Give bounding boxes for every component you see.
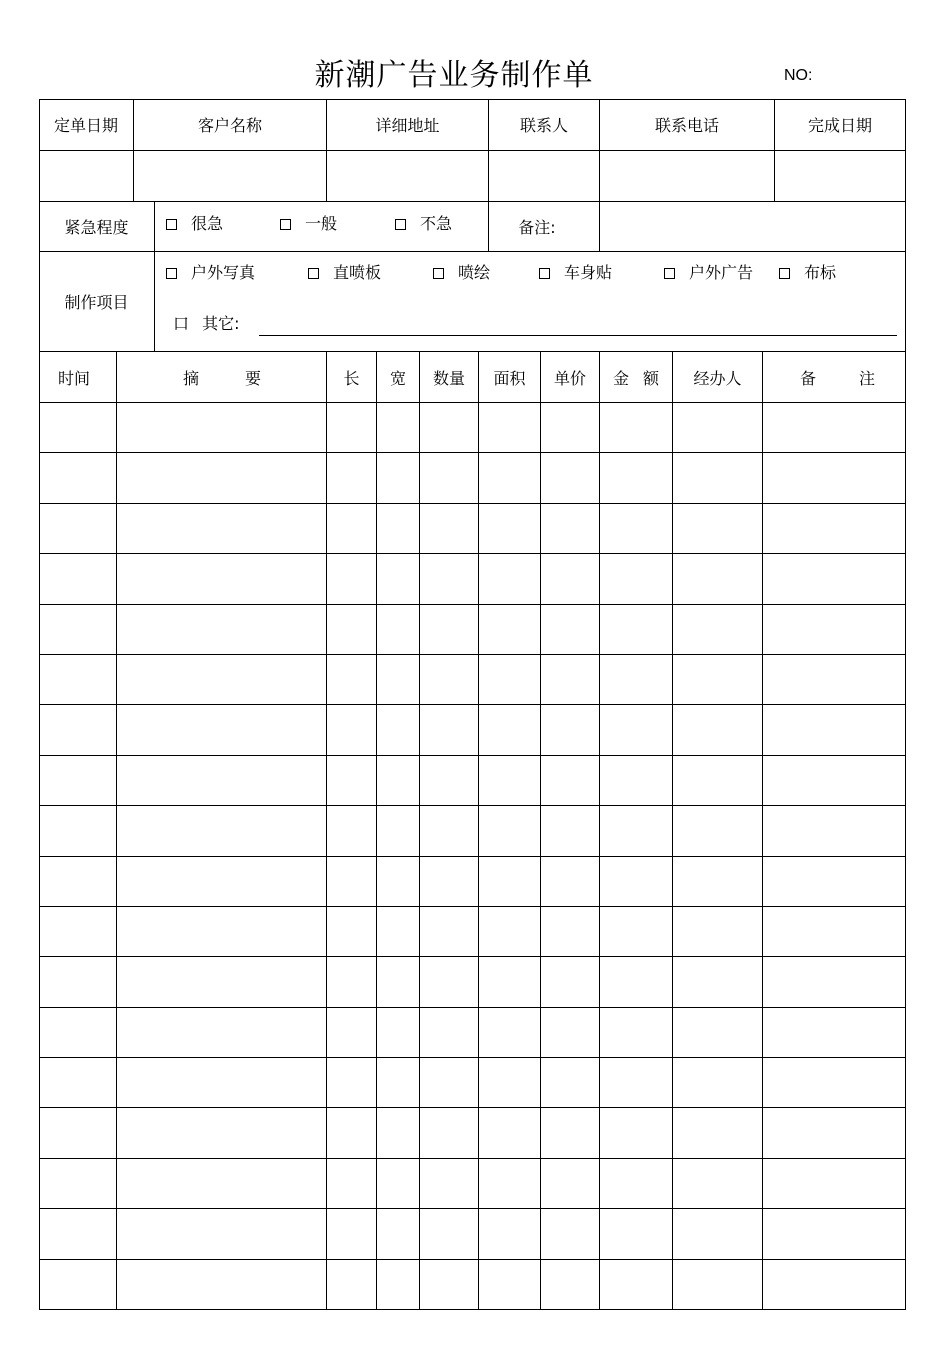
table-cell[interactable]: [40, 1058, 116, 1107]
table-cell[interactable]: [117, 1159, 326, 1208]
table-cell[interactable]: [40, 1260, 116, 1309]
table-cell[interactable]: [673, 1108, 762, 1158]
table-cell[interactable]: [541, 504, 599, 553]
table-cell[interactable]: [420, 403, 478, 452]
table-cell[interactable]: [673, 1008, 762, 1057]
table-cell[interactable]: [420, 1209, 478, 1259]
table-cell[interactable]: [479, 554, 540, 604]
table-cell[interactable]: [117, 957, 326, 1007]
table-cell[interactable]: [377, 605, 419, 654]
table-cell[interactable]: [377, 907, 419, 956]
table-cell[interactable]: [479, 605, 540, 654]
table-cell[interactable]: [479, 1108, 540, 1158]
table-cell[interactable]: [479, 1159, 540, 1208]
table-cell[interactable]: [327, 1108, 376, 1158]
table-cell[interactable]: [479, 1260, 540, 1309]
table-cell[interactable]: [600, 1260, 672, 1309]
table-cell[interactable]: [600, 453, 672, 503]
table-cell[interactable]: [763, 1108, 905, 1158]
table-cell[interactable]: [673, 1159, 762, 1208]
table-cell[interactable]: [600, 957, 672, 1007]
other-underline: [259, 335, 897, 336]
table-cell[interactable]: [327, 957, 376, 1007]
address-field[interactable]: [327, 151, 488, 201]
table-cell[interactable]: [420, 504, 478, 553]
table-cell[interactable]: [117, 1260, 326, 1309]
checkbox-icon[interactable]: [280, 219, 291, 230]
table-cell[interactable]: [377, 1159, 419, 1208]
table-cell[interactable]: [479, 1209, 540, 1259]
table-cell[interactable]: [673, 857, 762, 906]
contact-person-field[interactable]: [489, 151, 599, 201]
table-cell[interactable]: [763, 957, 905, 1007]
table-cell[interactable]: [377, 403, 419, 452]
table-cell[interactable]: [327, 504, 376, 553]
table-cell[interactable]: [40, 1108, 116, 1158]
table-cell[interactable]: [40, 453, 116, 503]
table-cell[interactable]: [673, 806, 762, 856]
table-cell[interactable]: [600, 907, 672, 956]
table-cell[interactable]: [673, 655, 762, 704]
table-cell[interactable]: [600, 1159, 672, 1208]
header-time: 时间: [57, 368, 90, 388]
table-cell[interactable]: [763, 403, 905, 452]
table-cell[interactable]: [117, 1108, 326, 1158]
table-cell[interactable]: [117, 403, 326, 452]
checkbox-icon[interactable]: [395, 219, 406, 230]
table-cell[interactable]: [763, 605, 905, 654]
table-cell[interactable]: [541, 655, 599, 704]
table-cell[interactable]: [377, 1108, 419, 1158]
production-item-outdoor-photo[interactable]: 户外写真: [166, 263, 255, 283]
header-area: 面积: [493, 368, 526, 388]
table-cell[interactable]: [479, 957, 540, 1007]
table-cell[interactable]: [117, 1209, 326, 1259]
table-cell[interactable]: [763, 806, 905, 856]
table-cell[interactable]: [673, 705, 762, 755]
table-cell[interactable]: [40, 655, 116, 704]
table-cell[interactable]: [600, 857, 672, 906]
table-cell[interactable]: [117, 655, 326, 704]
header-address: 详细地址: [375, 116, 440, 135]
table-cell[interactable]: [763, 554, 905, 604]
table-cell[interactable]: [673, 1209, 762, 1259]
table-cell[interactable]: [479, 403, 540, 452]
table-cell[interactable]: [541, 756, 599, 805]
table-cell[interactable]: [541, 605, 599, 654]
table-cell[interactable]: [479, 655, 540, 704]
header-contact-phone: 联系电话: [654, 116, 719, 135]
table-cell[interactable]: [420, 1260, 478, 1309]
table-cell[interactable]: [327, 806, 376, 856]
table-cell[interactable]: [600, 655, 672, 704]
table-cell[interactable]: [117, 453, 326, 503]
table-cell[interactable]: [541, 1108, 599, 1158]
order-date-field[interactable]: [39, 151, 133, 201]
table-cell[interactable]: [377, 554, 419, 604]
table-cell[interactable]: [117, 1008, 326, 1057]
table-cell[interactable]: [377, 655, 419, 704]
table-cell[interactable]: [541, 1260, 599, 1309]
table-cell[interactable]: [763, 1058, 905, 1107]
table-cell[interactable]: [420, 605, 478, 654]
table-cell[interactable]: [377, 806, 419, 856]
table-cell[interactable]: [377, 957, 419, 1007]
table-cell[interactable]: [40, 756, 116, 805]
table-cell[interactable]: [117, 907, 326, 956]
table-cell[interactable]: [40, 806, 116, 856]
table-cell[interactable]: [377, 453, 419, 503]
table-cell[interactable]: [420, 907, 478, 956]
table-cell[interactable]: [763, 857, 905, 906]
other-label: 其它:: [202, 314, 240, 333]
urgency-option-very-urgent[interactable]: 很急: [166, 214, 223, 234]
table-cell[interactable]: [327, 554, 376, 604]
order-form: [39, 99, 906, 1310]
completion-date-field[interactable]: [775, 151, 905, 201]
production-label: 制作项目: [64, 293, 129, 312]
table-cell[interactable]: [117, 605, 326, 654]
table-cell[interactable]: [117, 756, 326, 805]
table-cell[interactable]: [327, 1209, 376, 1259]
table-cell[interactable]: [673, 453, 762, 503]
remarks-field[interactable]: [600, 202, 905, 251]
table-cell[interactable]: [479, 806, 540, 856]
table-cell[interactable]: [600, 504, 672, 553]
table-cell[interactable]: [600, 1058, 672, 1107]
checkbox-icon[interactable]: [433, 268, 444, 279]
table-cell[interactable]: [541, 403, 599, 452]
table-cell[interactable]: [327, 655, 376, 704]
header-summary: 摘 要: [183, 368, 261, 388]
table-cell[interactable]: [541, 1159, 599, 1208]
table-cell[interactable]: [763, 655, 905, 704]
checkbox-icon[interactable]: [166, 219, 177, 230]
table-cell[interactable]: [40, 1159, 116, 1208]
table-cell[interactable]: [40, 403, 116, 452]
table-cell[interactable]: [541, 705, 599, 755]
table-cell[interactable]: [40, 907, 116, 956]
table-cell[interactable]: [600, 554, 672, 604]
table-cell[interactable]: [327, 756, 376, 805]
table-cell[interactable]: [327, 1159, 376, 1208]
other-checkbox-glyph[interactable]: 口: [173, 314, 190, 333]
remarks-label: 备注:: [518, 218, 556, 237]
checkbox-icon[interactable]: [664, 268, 675, 279]
table-cell[interactable]: [420, 1058, 478, 1107]
table-cell[interactable]: [479, 504, 540, 553]
table-cell[interactable]: [327, 1260, 376, 1309]
table-cell[interactable]: [40, 957, 116, 1007]
table-cell[interactable]: [117, 806, 326, 856]
header-order-date: 定单日期: [53, 116, 118, 135]
header-customer-name: 客户名称: [197, 116, 262, 135]
table-cell[interactable]: [763, 756, 905, 805]
table-cell[interactable]: [541, 857, 599, 906]
table-cell[interactable]: [673, 504, 762, 553]
table-cell[interactable]: [763, 1159, 905, 1208]
table-cell[interactable]: [763, 705, 905, 755]
header-quantity: 数量: [432, 368, 465, 388]
table-cell[interactable]: [673, 1058, 762, 1107]
table-cell[interactable]: [377, 756, 419, 805]
production-other[interactable]: [173, 314, 240, 334]
checkbox-icon[interactable]: [539, 268, 550, 279]
order-number-label: NO:: [784, 67, 813, 84]
table-cell[interactable]: [420, 1108, 478, 1158]
table-cell[interactable]: [420, 806, 478, 856]
table-cell[interactable]: [377, 1008, 419, 1057]
table-cell[interactable]: [763, 1008, 905, 1057]
table-cell[interactable]: [40, 705, 116, 755]
table-cell[interactable]: [541, 806, 599, 856]
table-cell[interactable]: [377, 1058, 419, 1107]
table-cell[interactable]: [377, 1209, 419, 1259]
table-cell[interactable]: [327, 403, 376, 452]
table-cell[interactable]: [479, 1008, 540, 1057]
table-cell[interactable]: [40, 504, 116, 553]
table-cell[interactable]: [673, 605, 762, 654]
contact-phone-field[interactable]: [600, 151, 774, 201]
table-cell[interactable]: [673, 1260, 762, 1309]
table-cell[interactable]: [479, 705, 540, 755]
table-cell[interactable]: [40, 1209, 116, 1259]
checkbox-icon[interactable]: [308, 268, 319, 279]
table-cell[interactable]: [420, 1159, 478, 1208]
table-cell[interactable]: [673, 756, 762, 805]
customer-name-field[interactable]: [134, 151, 326, 201]
table-cell[interactable]: [420, 1008, 478, 1057]
table-cell[interactable]: [541, 957, 599, 1007]
table-cell[interactable]: [327, 605, 376, 654]
table-cell[interactable]: [541, 1209, 599, 1259]
table-cell[interactable]: [40, 1008, 116, 1057]
table-cell[interactable]: [673, 907, 762, 956]
table-cell[interactable]: [420, 705, 478, 755]
table-cell[interactable]: [763, 1209, 905, 1259]
table-cell[interactable]: [327, 1058, 376, 1107]
table-cell[interactable]: [377, 705, 419, 755]
header-width: 宽: [389, 368, 406, 388]
header-amount: 金 额: [613, 368, 659, 388]
table-cell[interactable]: [117, 554, 326, 604]
table-cell[interactable]: [479, 907, 540, 956]
production-item-direct-print-board[interactable]: 直喷板: [308, 263, 381, 283]
table-cell[interactable]: [600, 1108, 672, 1158]
table-cell[interactable]: [541, 554, 599, 604]
table-cell[interactable]: [420, 453, 478, 503]
table-cell[interactable]: [40, 554, 116, 604]
table-cell[interactable]: [377, 1260, 419, 1309]
production-item-banner[interactable]: 布标: [779, 263, 836, 283]
table-cell[interactable]: [600, 806, 672, 856]
urgency-label: 紧急程度: [64, 218, 129, 237]
production-item-vehicle-wrap[interactable]: 车身贴: [539, 263, 612, 283]
table-cell[interactable]: [40, 605, 116, 654]
table-cell[interactable]: [673, 957, 762, 1007]
table-cell[interactable]: [117, 504, 326, 553]
table-cell[interactable]: [763, 504, 905, 553]
table-cell[interactable]: [377, 504, 419, 553]
header-unit-price: 单价: [553, 368, 586, 388]
table-cell[interactable]: [541, 1058, 599, 1107]
production-item-inkjet[interactable]: 喷绘: [433, 263, 490, 283]
page-title: 新潮广告业务制作单: [314, 58, 594, 93]
table-cell[interactable]: [600, 756, 672, 805]
table-cell[interactable]: [763, 907, 905, 956]
urgency-option-normal[interactable]: 一般: [280, 214, 337, 234]
table-cell[interactable]: [541, 453, 599, 503]
table-cell[interactable]: [327, 453, 376, 503]
table-cell[interactable]: [420, 957, 478, 1007]
production-item-outdoor-ad[interactable]: 户外广告: [664, 263, 753, 283]
checkbox-icon[interactable]: [779, 268, 790, 279]
table-cell[interactable]: [420, 554, 478, 604]
table-cell[interactable]: [479, 1058, 540, 1107]
table-cell[interactable]: [600, 705, 672, 755]
table-cell[interactable]: [327, 857, 376, 906]
table-cell[interactable]: [541, 907, 599, 956]
table-cell[interactable]: [327, 907, 376, 956]
table-cell[interactable]: [673, 403, 762, 452]
table-cell[interactable]: [600, 1008, 672, 1057]
table-cell[interactable]: [117, 705, 326, 755]
table-cell[interactable]: [673, 554, 762, 604]
table-cell[interactable]: [600, 1209, 672, 1259]
table-cell[interactable]: [377, 857, 419, 906]
table-cell[interactable]: [600, 403, 672, 452]
table-cell[interactable]: [541, 1008, 599, 1057]
table-cell[interactable]: [117, 1058, 326, 1107]
table-cell[interactable]: [117, 857, 326, 906]
table-cell[interactable]: [763, 1260, 905, 1309]
table-cell[interactable]: [327, 1008, 376, 1057]
urgency-option-not-urgent[interactable]: 不急: [395, 214, 452, 234]
header-handler: 经办人: [693, 368, 742, 388]
table-cell[interactable]: [479, 756, 540, 805]
table-cell[interactable]: [479, 453, 540, 503]
table-cell[interactable]: [600, 605, 672, 654]
table-cell[interactable]: [763, 453, 905, 503]
table-cell[interactable]: [327, 705, 376, 755]
header-notes: 备 注: [800, 368, 875, 388]
table-cell[interactable]: [420, 756, 478, 805]
table-cell[interactable]: [40, 857, 116, 906]
header-completion-date: 完成日期: [807, 116, 872, 135]
header-length: 长: [343, 368, 360, 388]
table-cell[interactable]: [420, 655, 478, 704]
checkbox-icon[interactable]: [166, 268, 177, 279]
table-cell[interactable]: [479, 857, 540, 906]
header-contact-person: 联系人: [519, 116, 568, 135]
table-cell[interactable]: [420, 857, 478, 906]
